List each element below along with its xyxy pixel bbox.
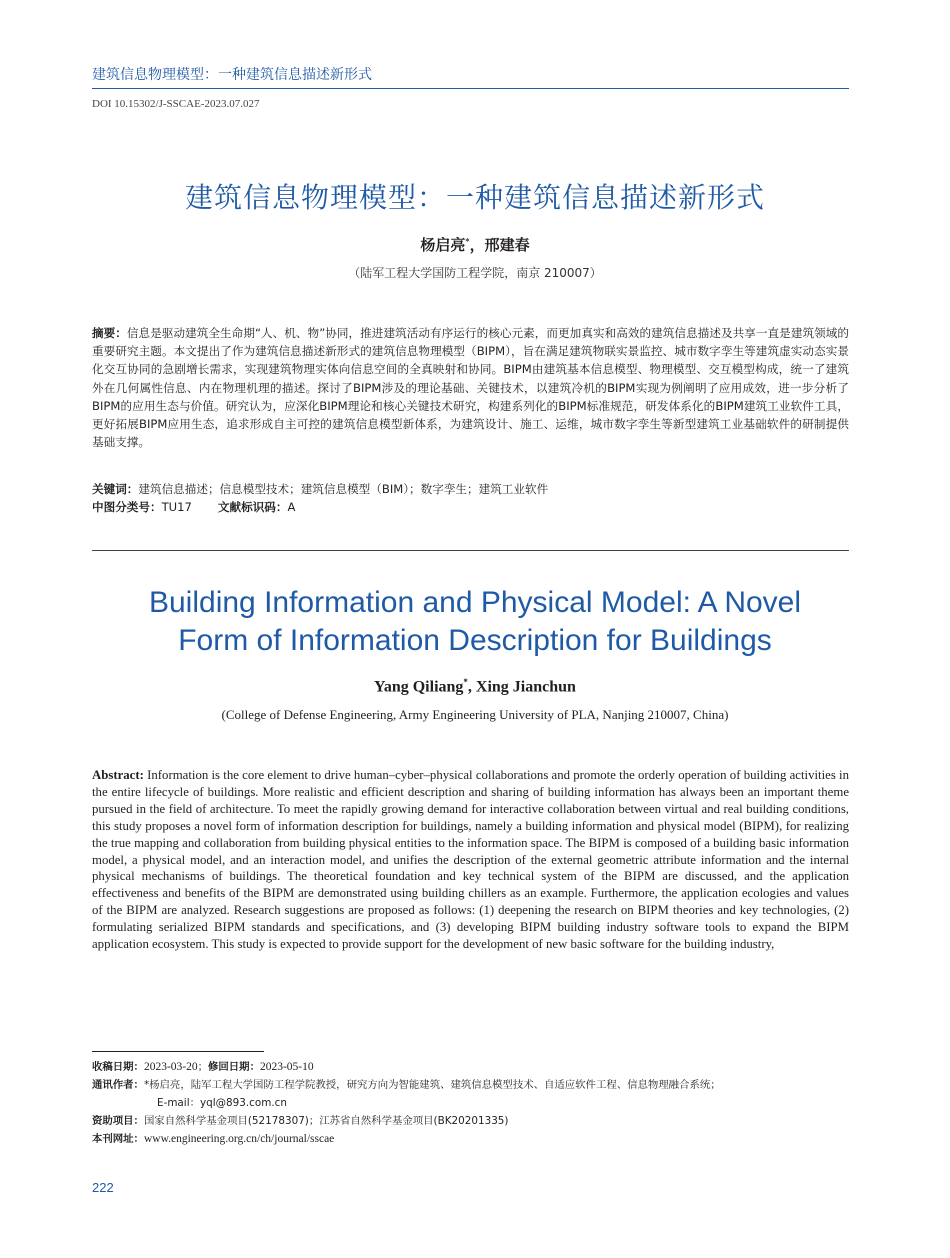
keywords-label: 关键词：: [92, 482, 139, 496]
footnotes: [92, 1058, 862, 1148]
english-title: [0, 584, 950, 660]
classification: [92, 498, 849, 516]
running-header: 建筑信息物理模型：一种建筑信息描述新形式: [92, 64, 849, 89]
footnote-email: [92, 1094, 862, 1112]
clc-label: 中图分类号：: [92, 500, 162, 514]
chinese-keywords: [92, 480, 849, 498]
english-author-separator: ,: [467, 678, 476, 696]
keywords-text: 建筑信息描述；信息模型技术；建筑信息模型（BIM）；数字孪生；建筑工业软件: [138, 482, 549, 496]
chinese-author-1: 杨启亮: [420, 236, 466, 254]
english-authors: [0, 677, 950, 696]
english-corresponding-mark: *: [463, 677, 468, 687]
english-title-line-2: Form of Information Description for Buildings: [178, 624, 772, 657]
footnote-funding: [92, 1112, 862, 1130]
doc-code-value: A: [287, 500, 296, 514]
revised-label: 修回日期：: [208, 1061, 260, 1073]
english-title-line-1: Building Information and Physical Model: A Novel: [148, 586, 802, 619]
corresponding-label: 通讯作者：: [92, 1079, 144, 1091]
footnote-rule: [92, 1051, 264, 1052]
section-divider: [92, 550, 849, 551]
corresponding-mark: *: [465, 236, 470, 246]
doc-code-label: 文献标识码：: [217, 500, 288, 514]
received-value: 2023-03-20: [143, 1061, 198, 1073]
chinese-title: 建筑信息物理模型：一种建筑信息描述新形式: [184, 181, 765, 214]
doi: DOI 10.15302/J-SSCAE-2023.07.027: [92, 98, 260, 110]
email-text: E-mail：yql@893.com.cn: [157, 1097, 287, 1109]
funding-label: 资助项目：: [92, 1115, 144, 1127]
footnote-url: [92, 1130, 862, 1148]
author-separator: ，: [469, 236, 485, 254]
page-number: 222: [92, 1180, 114, 1195]
chinese-abstract: [92, 324, 849, 451]
dates-separator: ；: [197, 1061, 209, 1073]
english-abstract-label: Abstract:: [92, 768, 144, 782]
received-label: 收稿日期：: [92, 1061, 144, 1073]
footnote-corresponding: [92, 1076, 862, 1094]
english-abstract-text: Information is the core element to drive human–cyber–physical collaborations and promote the orderly operation of building activities in the entire lifecycle of buildings. More realistic and efficient description and sharing of building information has always been an important theme pursued in the field of architecture. To meet the rapidly growing demand for interactive collaboration between virtual and real building conditions, this study proposes a novel form of information description for buildings, namely a building information and physical model (BIPM), for realizing the true mapping and collaboration from building physical entities to the information space. The BIPM is composed of a building basic information model, a physical model, and an interaction model, and unifies the description of the external geometric attribute information and the internal physical mechanisms of buildings. The theoretical foundation and key technical system of the BIPM are discussed, and the application effectiveness and benefits of the BIPM are demonstrated using building chillers as an example. Furthermore, the application ecologies and values of the BIPM are analyzed. Research suggestions are proposed as follows: (1) deepening the research on BIPM theories and key technologies, (2) formulating serialized BIPM standards and specifications, and (3) developing BIPM building industry software tools to expand the BIPM application ecosystem. This study is expected to provide support for the development of new basic software for the building industry,: [92, 768, 849, 952]
chinese-abstract-label: 摘要：: [92, 326, 127, 340]
english-affiliation: (College of Defense Engineering, Army Engineering University of PLA, Nanjing 210007, China): [221, 707, 729, 722]
chinese-authors: [0, 234, 950, 255]
clc-value: TU17: [161, 500, 192, 514]
chinese-author-2: 邢建春: [484, 236, 530, 254]
journal-url[interactable]: www.engineering.org.cn/ch/journal/sscae: [143, 1133, 335, 1145]
chinese-abstract-text: 信息是驱动建筑全生命期“人、机、物”协同，推进建筑活动有序运行的核心元素，而更加真实和高效的建筑信息描述及共享一直是建筑领域的重要研究主题。本文提出了作为建筑信息描述新形式的建筑信息物理模型（BIPM），旨在满足建筑物联实景监控、城市数字孪生等建筑虚实动态实景化交互协同的急剧增长需求，实现建筑物理实体向信息空间的全真映射和协同。BIPM由建筑基本信息模型、物理模型、交互模型构成，统一了建筑外在几何属性信息、内在物理机理的描述。探讨了BIPM涉及的理论基础、关键技术，以建筑冷机的BIPM实现为例阐明了应用成效，进一步分析了BIPM的应用生态与价值。研究认为，应深化BIPM理论和核心关键技术研究，构建系列化的BIPM标准规范，研发体系化的BIPM建筑工业软件工具，更好拓展BIPM应用生态，追求形成自主可控的建筑信息模型新体系，为建筑设计、施工、运维，城市数字孪生等新型建筑工业基础软件的研制提供基础支撑。: [92, 326, 849, 450]
url-label: 本刊网址：: [92, 1133, 144, 1145]
funding-text: 国家自然科学基金项目(52178307)；江苏省自然科学基金项目(BK20201335): [143, 1115, 509, 1127]
corresponding-text: *杨启亮，陆军工程大学国防工程学院教授，研究方向为智能建筑、建筑信息模型技术、自适应软件工程、信息物理融合系统；: [143, 1079, 721, 1091]
revised-value: 2023-05-10: [259, 1061, 314, 1073]
english-author-2: Xing Jianchun: [475, 678, 576, 696]
footnote-dates: [92, 1058, 862, 1076]
chinese-affiliation: （陆军工程大学国防工程学院，南京 210007）: [348, 266, 602, 280]
english-abstract: [92, 767, 849, 953]
english-author-1: Yang Qiliang: [374, 678, 464, 696]
